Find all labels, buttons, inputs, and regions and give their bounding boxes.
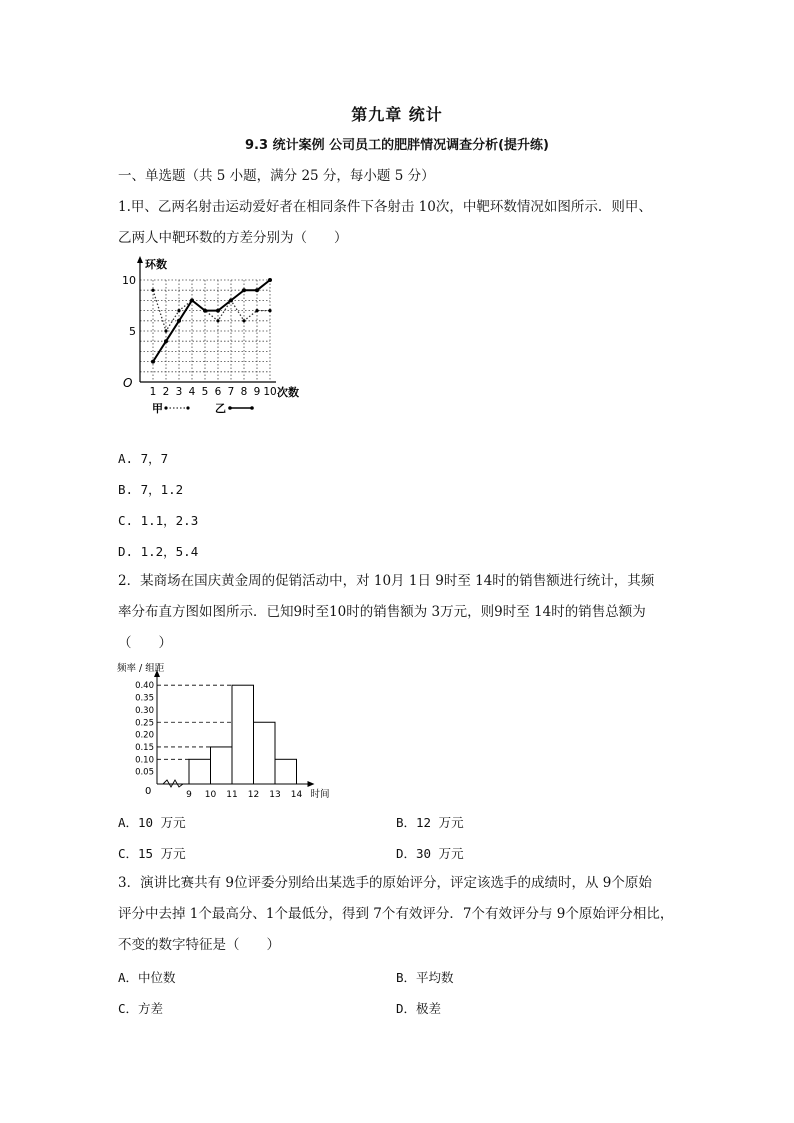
x-axis-arrow [308,781,315,787]
data-point [242,319,245,322]
y-tick-label: 0.35 [135,693,154,704]
data-point [268,309,271,312]
y-axis-label: 环数 [145,258,167,271]
x-tick-label: 9 [186,790,192,800]
q2-option-c[interactable]: C．15 万元 [118,846,186,861]
data-point [203,309,207,313]
q1-option-c[interactable]: C. 1.1，2.3 [118,513,199,528]
legend-marker [250,406,254,410]
q3-option-d[interactable]: D．极差 [396,1001,442,1016]
data-point [268,278,272,282]
y-tick-label: 0.15 [135,742,154,753]
origin-label: 0 [145,786,152,797]
origin-label: O [123,376,133,390]
y-tick-label: 0.05 [135,767,154,778]
x-tick-label: 4 [188,386,196,398]
page-subtitle: 9.3 统计案例 公司员工的肥胖情况调查分析(提升练) [245,138,549,153]
x-tick-label: 1 [149,386,157,398]
x-tick-label: 14 [290,790,303,800]
y-tick-label: 0.10 [135,755,154,766]
x-tick-label: 13 [269,790,281,800]
x-tick-label: 12 [247,790,260,800]
histogram-bar [189,759,211,784]
q2-histogram [115,658,335,806]
data-point [164,339,168,343]
histogram-bar [232,685,254,784]
q1-text-line-2: 乙两人中靶环数的方差分别为（ ） [118,230,348,246]
x-tick-label: 10 [263,386,277,398]
x-tick-label: 11 [226,790,238,800]
q2-option-d[interactable]: D．30 万元 [396,846,464,861]
legend-marker [228,406,232,410]
q2-option-b[interactable]: B．12 万元 [396,815,464,830]
data-point [255,309,258,312]
legend-label-yi: 乙 [215,402,226,415]
q2-text-line-3: （ ） [118,635,172,651]
data-point [164,329,167,332]
x-tick-label: 9 [253,386,261,398]
x-tick-label: 8 [240,386,248,398]
data-point [216,319,219,322]
q1-text-line-1: 1.甲、乙两名射击运动爱好者在相同条件下各射击 10次，中靶环数情况如图所示．则甲、 [118,199,652,215]
x-axis-label: 次数 [277,386,299,399]
data-point [177,319,181,323]
q1-option-d[interactable]: D. 1.2，5.4 [118,544,199,559]
y-tick-label: 10 [122,274,136,287]
legend-label-jia: 甲 [152,402,163,415]
q2-option-a[interactable]: A．10 万元 [118,815,186,830]
x-tick-label: 10 [204,790,217,800]
x-tick-label: 3 [175,386,183,398]
x-axis-label: 时间 [310,789,330,800]
y-tick-label: 0.40 [135,681,154,692]
q3-option-a[interactable]: A．中位数 [118,970,176,985]
y-tick-label: 0.25 [135,718,154,729]
data-point [229,298,233,302]
q3-text-line-1: 3．演讲比赛共有 9位评委分别给出某选手的原始评分，评定该选手的成绩时，从 9个原始 [118,875,652,891]
q3-option-c[interactable]: C．方差 [118,1001,164,1016]
data-point [151,289,154,292]
x-tick-label: 5 [201,386,209,398]
section-heading: 一、单选题（共 5 小题，满分 25 分，每小题 5 分） [118,168,435,184]
q1-line-chart [110,252,320,442]
y-axis-arrow [137,256,143,263]
page-title: 第九章 统计 [351,105,443,124]
q1-option-b[interactable]: B. 7，1.2 [118,482,184,497]
histogram-bar [275,759,297,784]
histogram-bar [211,747,233,784]
histogram-bar [254,722,276,784]
data-point [255,288,259,292]
data-point [242,288,246,292]
q2-text-line-1: 2．某商场在国庆黄金周的促销活动中，对 10月 1日 9时至 14时的销售额进行统计，其频 [118,573,655,589]
q3-text-line-3: 不变的数字特征是（ ） [118,937,280,953]
q3-option-b[interactable]: B．平均数 [396,970,454,985]
y-tick-label: 0.30 [135,705,154,716]
legend-marker [186,406,189,409]
legend-marker [164,406,167,409]
q2-text-line-2: 率分布直方图如图所示．已知9时至10时的销售额为 3万元，则9时至 14时的销售总额为 [118,604,646,620]
x-tick-label: 2 [162,386,170,398]
y-tick-label: 0.20 [135,730,154,741]
x-tick-label: 6 [214,386,222,398]
y-axis-label: 频率 / 组距 [117,663,165,674]
x-tick-label: 7 [227,386,235,398]
data-point [151,360,155,364]
q1-option-a[interactable]: A. 7，7 [118,451,169,466]
y-tick-label: 5 [129,325,136,338]
data-point [190,298,194,302]
data-point [216,309,220,313]
data-point [177,309,180,312]
q3-text-line-2: 评分中去掉 1个最高分、1个最低分，得到 7个有效评分．7个有效评分与 9个原始评分相比， [118,906,674,922]
